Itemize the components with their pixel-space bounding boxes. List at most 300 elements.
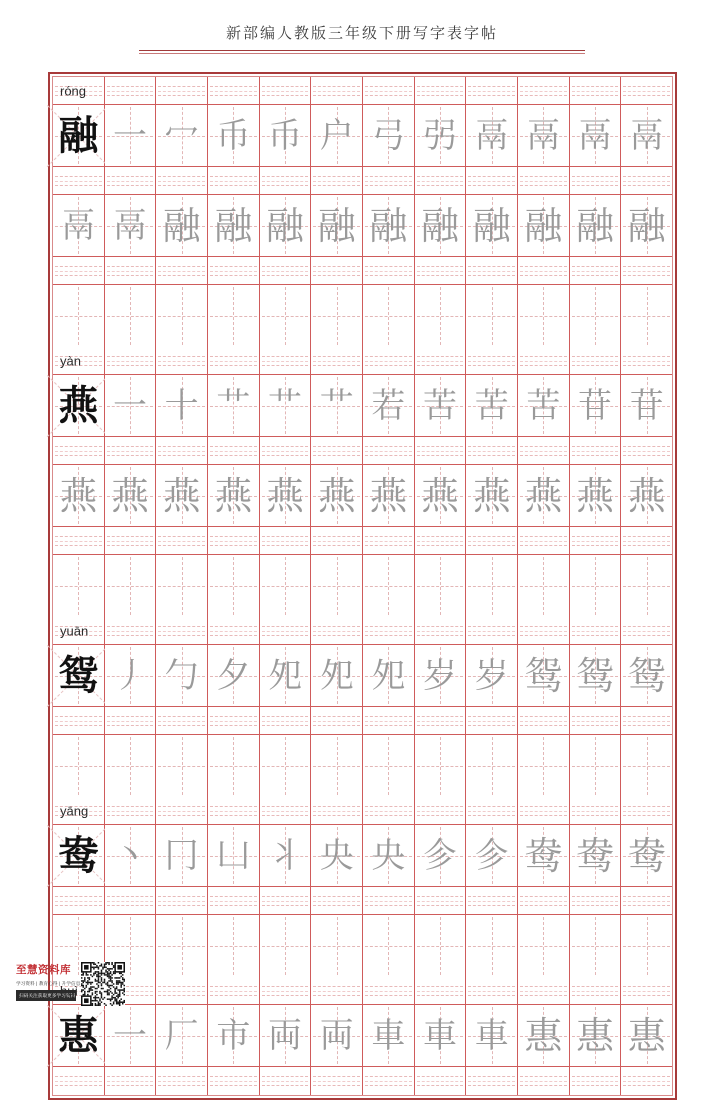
pinyin-blank-cell bbox=[363, 977, 415, 1005]
pinyin-label: yàn bbox=[60, 353, 81, 368]
pinyin-four-line-guide bbox=[621, 797, 672, 824]
stroke-step-glyph: 鬲 bbox=[61, 205, 96, 246]
practice-cell[interactable] bbox=[415, 555, 467, 617]
practice-grid bbox=[52, 76, 673, 1096]
trace-character: 融 bbox=[627, 203, 666, 248]
practice-cell[interactable] bbox=[105, 555, 157, 617]
pinyin-four-line-guide bbox=[570, 1067, 621, 1095]
cell-cross-guide bbox=[363, 555, 414, 617]
cell-cross-guide bbox=[208, 915, 259, 977]
trace-character: 燕 bbox=[627, 473, 666, 518]
cell-cross-guide bbox=[156, 555, 207, 617]
practice-cell[interactable] bbox=[570, 735, 622, 797]
practice-cell[interactable] bbox=[208, 915, 260, 977]
pinyin-four-line-guide bbox=[415, 977, 466, 1004]
pinyin-four-line-guide bbox=[570, 887, 621, 914]
pinyin-four-line-guide bbox=[311, 797, 362, 824]
practice-cell[interactable] bbox=[363, 735, 415, 797]
divider-cell bbox=[363, 257, 415, 285]
practice-cell[interactable] bbox=[415, 735, 467, 797]
pinyin-four-line-guide bbox=[156, 797, 207, 824]
cell-cross-guide bbox=[518, 915, 569, 977]
stroke-step-glyph: 一 bbox=[113, 1015, 147, 1056]
pinyin-blank-cell bbox=[518, 797, 570, 825]
pinyin-four-line-guide bbox=[518, 887, 569, 914]
practice-cell[interactable] bbox=[311, 735, 363, 797]
stroke-step-cell bbox=[208, 375, 260, 437]
pinyin-blank-cell bbox=[570, 77, 622, 105]
stroke-step-cell bbox=[415, 105, 467, 167]
pinyin-four-line-guide bbox=[53, 437, 104, 464]
cell-cross-guide bbox=[415, 915, 466, 977]
stroke-step-cell bbox=[415, 825, 467, 887]
pinyin-four-line-guide bbox=[621, 887, 672, 914]
trace-character: 鸳 bbox=[627, 653, 666, 698]
pinyin-blank-cell bbox=[208, 347, 260, 375]
character-section-rong bbox=[53, 77, 672, 347]
pinyin-four-line-guide bbox=[466, 887, 517, 914]
divider-cell bbox=[156, 167, 208, 195]
pinyin-blank-cell bbox=[156, 617, 208, 645]
pinyin-four-line-guide bbox=[570, 527, 621, 554]
stroke-step-glyph: 弓 bbox=[371, 115, 406, 156]
cell-cross-guide bbox=[311, 555, 362, 617]
divider-cell bbox=[415, 707, 467, 735]
stroke-step-glyph: 苦 bbox=[474, 385, 509, 426]
stroke-step-cell bbox=[260, 465, 312, 527]
pinyin-four-line-guide bbox=[570, 707, 621, 734]
character-section-yang bbox=[53, 797, 672, 977]
trace-character: 燕 bbox=[576, 473, 615, 518]
stroke-step-cell bbox=[570, 465, 622, 527]
pinyin-four-line-guide bbox=[105, 257, 156, 284]
pinyin-blank-cell bbox=[415, 77, 467, 105]
model-character-cell bbox=[53, 825, 105, 887]
cell-cross-guide bbox=[105, 285, 156, 347]
practice-cell[interactable] bbox=[156, 555, 208, 617]
trace-character: 燕 bbox=[421, 473, 460, 518]
divider-cell bbox=[518, 707, 570, 735]
pinyin-four-line-guide bbox=[53, 257, 104, 284]
stroke-step-glyph: 鬲 bbox=[113, 205, 147, 246]
stroke-step-cell bbox=[311, 195, 363, 257]
practice-cell[interactable] bbox=[518, 285, 570, 347]
pinyin-blank-cell bbox=[208, 977, 260, 1005]
model-character: 鸯 bbox=[58, 832, 99, 879]
pinyin-four-line-guide bbox=[363, 77, 414, 104]
practice-cell[interactable] bbox=[570, 915, 622, 977]
cell-cross-guide bbox=[466, 735, 517, 797]
model-character-cell bbox=[53, 105, 105, 167]
divider-cell bbox=[53, 707, 105, 735]
stroke-step-glyph: 岁 bbox=[423, 655, 458, 696]
stroke-step-glyph: 凵 bbox=[216, 835, 251, 876]
pinyin-four-line-guide bbox=[311, 707, 362, 734]
pinyin-four-line-guide bbox=[415, 257, 466, 284]
model-character-cell bbox=[53, 375, 105, 437]
stroke-order-row bbox=[53, 645, 672, 707]
stroke-step-cell bbox=[208, 1005, 260, 1067]
pinyin-row bbox=[53, 77, 672, 105]
pinyin-four-line-guide bbox=[466, 617, 517, 644]
trace-character: 鸯 bbox=[576, 833, 615, 878]
divider-cell bbox=[518, 257, 570, 285]
stroke-step-cell bbox=[466, 825, 518, 887]
pinyin-four-line-guide bbox=[208, 977, 259, 1004]
divider-cell bbox=[105, 1067, 157, 1095]
stroke-step-glyph: 苦 bbox=[526, 385, 561, 426]
trace-character: 惠 bbox=[576, 1013, 615, 1058]
divider-cell bbox=[466, 887, 518, 915]
stroke-step-glyph: 艹 bbox=[319, 385, 354, 426]
trace-character: 燕 bbox=[266, 473, 305, 518]
practice-cell[interactable] bbox=[156, 735, 208, 797]
practice-cell[interactable] bbox=[311, 915, 363, 977]
pinyin-blank-cell bbox=[466, 977, 518, 1005]
pinyin-four-line-guide bbox=[208, 347, 259, 374]
pinyin-four-line-guide bbox=[518, 437, 569, 464]
stroke-step-cell bbox=[208, 825, 260, 887]
trace-character: 融 bbox=[266, 203, 305, 248]
stroke-step-glyph: 央 bbox=[371, 835, 406, 876]
pinyin-blank-cell bbox=[156, 77, 208, 105]
model-character: 惠 bbox=[58, 1012, 99, 1059]
pinyin-four-line-guide bbox=[466, 707, 517, 734]
practice-cell[interactable] bbox=[415, 285, 467, 347]
pinyin-four-line-guide bbox=[363, 887, 414, 914]
stroke-step-glyph: 艹 bbox=[268, 385, 303, 426]
character-section-yan bbox=[53, 347, 672, 617]
stroke-order-row bbox=[53, 1005, 672, 1067]
cell-cross-guide bbox=[415, 285, 466, 347]
practice-cell[interactable] bbox=[208, 555, 260, 617]
cell-cross-guide bbox=[621, 285, 672, 347]
practice-cell[interactable] bbox=[363, 285, 415, 347]
practice-row bbox=[53, 915, 672, 977]
stroke-step-cell bbox=[260, 645, 312, 707]
practice-cell[interactable] bbox=[208, 285, 260, 347]
cell-cross-guide bbox=[570, 285, 621, 347]
divider-cell bbox=[260, 257, 312, 285]
pinyin-blank-cell bbox=[105, 347, 157, 375]
divider-cell bbox=[208, 707, 260, 735]
pinyin-four-line-guide bbox=[53, 887, 104, 914]
cell-cross-guide bbox=[466, 555, 517, 617]
stroke-step-cell bbox=[621, 465, 672, 527]
practice-cell[interactable] bbox=[570, 285, 622, 347]
divider-cell bbox=[570, 887, 622, 915]
cell-cross-guide bbox=[260, 915, 311, 977]
practice-row bbox=[53, 735, 672, 797]
pinyin-blank-cell bbox=[311, 977, 363, 1005]
pinyin-four-line-guide bbox=[570, 77, 621, 104]
pinyin-four-line-guide bbox=[363, 257, 414, 284]
stroke-order-row bbox=[53, 465, 672, 527]
pinyin-four-line-guide bbox=[363, 437, 414, 464]
pinyin-four-line-guide bbox=[105, 437, 156, 464]
pinyin-four-line-guide bbox=[466, 1067, 517, 1095]
divider-cell bbox=[570, 167, 622, 195]
pinyin-four-line-guide bbox=[415, 707, 466, 734]
pinyin-blank-cell bbox=[156, 347, 208, 375]
cell-cross-guide bbox=[621, 915, 672, 977]
cell-cross-guide bbox=[518, 735, 569, 797]
divider-cell bbox=[621, 167, 672, 195]
pinyin-blank-cell bbox=[570, 347, 622, 375]
practice-cell[interactable] bbox=[518, 915, 570, 977]
practice-cell[interactable] bbox=[53, 555, 105, 617]
cell-cross-guide bbox=[570, 735, 621, 797]
cell-cross-guide bbox=[570, 555, 621, 617]
pinyin-four-line-guide bbox=[570, 617, 621, 644]
pinyin-four-line-guide bbox=[156, 617, 207, 644]
character-section-yuan bbox=[53, 617, 672, 797]
stroke-step-glyph: 㐱 bbox=[423, 835, 458, 876]
pinyin-four-line-guide bbox=[105, 797, 156, 824]
practice-cell[interactable] bbox=[105, 735, 157, 797]
divider-cell bbox=[156, 257, 208, 285]
practice-cell[interactable] bbox=[518, 735, 570, 797]
stroke-step-cell bbox=[415, 195, 467, 257]
practice-cell[interactable] bbox=[260, 555, 312, 617]
trace-character: 融 bbox=[421, 203, 460, 248]
pinyin-four-line-guide bbox=[518, 77, 569, 104]
stroke-step-cell bbox=[621, 645, 672, 707]
stroke-step-glyph: 夗 bbox=[371, 655, 406, 696]
pinyin-four-line-guide bbox=[156, 1067, 207, 1095]
stroke-step-cell bbox=[363, 465, 415, 527]
practice-cell[interactable] bbox=[156, 285, 208, 347]
pinyin-four-line-guide bbox=[466, 797, 517, 824]
practice-cell[interactable] bbox=[105, 285, 157, 347]
practice-cell[interactable] bbox=[260, 285, 312, 347]
stroke-step-cell bbox=[260, 1005, 312, 1067]
cell-cross-guide bbox=[105, 555, 156, 617]
page-title: 新部编人教版三年级下册写字表字帖 bbox=[225, 26, 498, 42]
practice-cell[interactable] bbox=[466, 915, 518, 977]
trace-character: 融 bbox=[214, 203, 253, 248]
stroke-step-cell bbox=[570, 105, 622, 167]
divider-cell bbox=[466, 257, 518, 285]
pinyin-four-line-guide bbox=[518, 527, 569, 554]
pinyin-four-line-guide bbox=[156, 167, 207, 194]
stroke-step-glyph: 岁 bbox=[474, 655, 509, 696]
pinyin-blank-cell bbox=[260, 77, 312, 105]
stroke-step-cell bbox=[518, 375, 570, 437]
stroke-step-glyph: 勹 bbox=[164, 655, 199, 696]
practice-row bbox=[53, 285, 672, 347]
divider-cell bbox=[518, 437, 570, 465]
stroke-step-cell bbox=[105, 105, 157, 167]
divider-cell bbox=[156, 1067, 208, 1095]
stroke-step-cell bbox=[621, 195, 672, 257]
pinyin-row bbox=[53, 617, 672, 645]
pinyin-four-line-guide bbox=[105, 347, 156, 374]
practice-cell[interactable] bbox=[621, 555, 672, 617]
pinyin-four-line-guide bbox=[518, 977, 569, 1004]
practice-cell[interactable] bbox=[466, 735, 518, 797]
practice-cell[interactable] bbox=[621, 285, 672, 347]
stroke-step-cell bbox=[105, 375, 157, 437]
model-character-cell bbox=[53, 1005, 105, 1067]
divider-cell bbox=[415, 1067, 467, 1095]
divider-cell bbox=[621, 437, 672, 465]
divider-cell bbox=[260, 167, 312, 195]
pinyin-four-line-guide bbox=[621, 1067, 672, 1095]
practice-cell[interactable] bbox=[363, 555, 415, 617]
model-character: 鸳 bbox=[58, 652, 99, 699]
pinyin-four-line-guide bbox=[260, 527, 311, 554]
pinyin-four-line-guide bbox=[311, 347, 362, 374]
divider-cell bbox=[518, 527, 570, 555]
stroke-step-cell bbox=[208, 465, 260, 527]
pinyin-four-line-guide bbox=[363, 1067, 414, 1095]
stroke-step-cell bbox=[518, 645, 570, 707]
pinyin-row bbox=[53, 797, 672, 825]
practice-grid-frame bbox=[48, 72, 677, 1100]
stroke-step-cell bbox=[156, 645, 208, 707]
pinyin-four-line-guide bbox=[518, 617, 569, 644]
stroke-step-cell bbox=[311, 1005, 363, 1067]
pinyin-four-line-guide bbox=[466, 167, 517, 194]
pinyin-four-line-guide bbox=[311, 1067, 362, 1095]
divider-cell bbox=[518, 1067, 570, 1095]
stroke-step-glyph: 币 bbox=[216, 115, 251, 156]
practice-cell[interactable] bbox=[260, 915, 312, 977]
stroke-order-row bbox=[53, 195, 672, 257]
stroke-step-cell bbox=[208, 645, 260, 707]
divider-cell bbox=[518, 167, 570, 195]
practice-cell[interactable] bbox=[363, 915, 415, 977]
stroke-step-cell bbox=[311, 375, 363, 437]
pinyin-blank-cell bbox=[105, 77, 157, 105]
pinyin-four-line-guide bbox=[415, 347, 466, 374]
trace-character: 融 bbox=[472, 203, 511, 248]
pinyin-cell bbox=[53, 347, 105, 375]
divider-row bbox=[53, 437, 672, 465]
pinyin-four-line-guide bbox=[311, 257, 362, 284]
practice-cell[interactable] bbox=[466, 285, 518, 347]
practice-cell[interactable] bbox=[311, 285, 363, 347]
pinyin-blank-cell bbox=[570, 797, 622, 825]
pinyin-label: huì bbox=[60, 983, 79, 998]
practice-cell[interactable] bbox=[466, 555, 518, 617]
stroke-step-cell bbox=[105, 1005, 157, 1067]
divider-cell bbox=[570, 1067, 622, 1095]
pinyin-blank-cell bbox=[466, 797, 518, 825]
pinyin-four-line-guide bbox=[53, 1067, 104, 1095]
stroke-step-cell bbox=[105, 825, 157, 887]
pinyin-four-line-guide bbox=[518, 797, 569, 824]
cell-cross-guide bbox=[260, 285, 311, 347]
divider-cell bbox=[311, 527, 363, 555]
stroke-step-cell bbox=[156, 105, 208, 167]
pinyin-four-line-guide bbox=[466, 77, 517, 104]
practice-cell[interactable] bbox=[415, 915, 467, 977]
cell-cross-guide bbox=[570, 915, 621, 977]
cell-cross-guide bbox=[208, 735, 259, 797]
divider-cell bbox=[208, 167, 260, 195]
trace-character: 燕 bbox=[317, 473, 356, 518]
divider-cell bbox=[363, 887, 415, 915]
trace-character: 融 bbox=[524, 203, 563, 248]
divider-cell bbox=[518, 887, 570, 915]
pinyin-four-line-guide bbox=[621, 617, 672, 644]
pinyin-four-line-guide bbox=[260, 167, 311, 194]
pinyin-blank-cell bbox=[415, 347, 467, 375]
practice-cell[interactable] bbox=[570, 555, 622, 617]
pinyin-four-line-guide bbox=[518, 257, 569, 284]
practice-cell[interactable] bbox=[156, 915, 208, 977]
trace-character: 鸳 bbox=[524, 653, 563, 698]
divider-cell bbox=[260, 707, 312, 735]
divider-cell bbox=[105, 527, 157, 555]
stroke-step-cell bbox=[415, 645, 467, 707]
practice-cell[interactable] bbox=[260, 735, 312, 797]
divider-cell bbox=[363, 707, 415, 735]
pinyin-four-line-guide bbox=[415, 617, 466, 644]
pinyin-four-line-guide bbox=[311, 977, 362, 1004]
pinyin-four-line-guide bbox=[260, 887, 311, 914]
pinyin-four-line-guide bbox=[208, 527, 259, 554]
pinyin-four-line-guide bbox=[53, 707, 104, 734]
stroke-step-cell bbox=[570, 1005, 622, 1067]
stroke-step-cell bbox=[260, 825, 312, 887]
pinyin-four-line-guide bbox=[260, 257, 311, 284]
trace-character: 鸯 bbox=[627, 833, 666, 878]
cell-cross-guide bbox=[311, 735, 362, 797]
practice-cell[interactable] bbox=[518, 555, 570, 617]
stroke-step-cell bbox=[570, 825, 622, 887]
practice-cell[interactable] bbox=[311, 555, 363, 617]
stroke-step-cell bbox=[363, 825, 415, 887]
pinyin-four-line-guide bbox=[260, 617, 311, 644]
divider-cell bbox=[156, 437, 208, 465]
stroke-step-cell bbox=[105, 465, 157, 527]
stroke-order-row bbox=[53, 825, 672, 887]
model-character: 融 bbox=[58, 112, 99, 159]
pinyin-blank-cell bbox=[363, 617, 415, 645]
practice-cell[interactable] bbox=[621, 915, 672, 977]
practice-cell[interactable] bbox=[621, 735, 672, 797]
stroke-step-glyph: 㐱 bbox=[474, 835, 509, 876]
divider-cell bbox=[311, 437, 363, 465]
stroke-step-cell bbox=[208, 105, 260, 167]
divider-cell bbox=[415, 887, 467, 915]
pinyin-four-line-guide bbox=[621, 347, 672, 374]
stroke-step-cell bbox=[156, 195, 208, 257]
stroke-step-cell bbox=[621, 105, 672, 167]
practice-cell[interactable] bbox=[208, 735, 260, 797]
cell-cross-guide bbox=[518, 285, 569, 347]
practice-cell[interactable] bbox=[53, 285, 105, 347]
stroke-step-glyph: 車 bbox=[423, 1015, 458, 1056]
trace-character: 燕 bbox=[214, 473, 253, 518]
divider-cell bbox=[260, 437, 312, 465]
watermark-cta-banner: 扫码关注获取更多学习资料 bbox=[16, 990, 76, 1001]
practice-cell[interactable] bbox=[53, 735, 105, 797]
pinyin-four-line-guide bbox=[311, 437, 362, 464]
cell-cross-guide bbox=[260, 735, 311, 797]
divider-cell bbox=[208, 527, 260, 555]
trace-character: 燕 bbox=[524, 473, 563, 518]
pinyin-four-line-guide bbox=[518, 347, 569, 374]
pinyin-four-line-guide bbox=[570, 797, 621, 824]
stroke-step-glyph: 丬 bbox=[268, 835, 303, 876]
pinyin-blank-cell bbox=[363, 77, 415, 105]
stroke-step-cell bbox=[311, 645, 363, 707]
divider-cell bbox=[570, 707, 622, 735]
